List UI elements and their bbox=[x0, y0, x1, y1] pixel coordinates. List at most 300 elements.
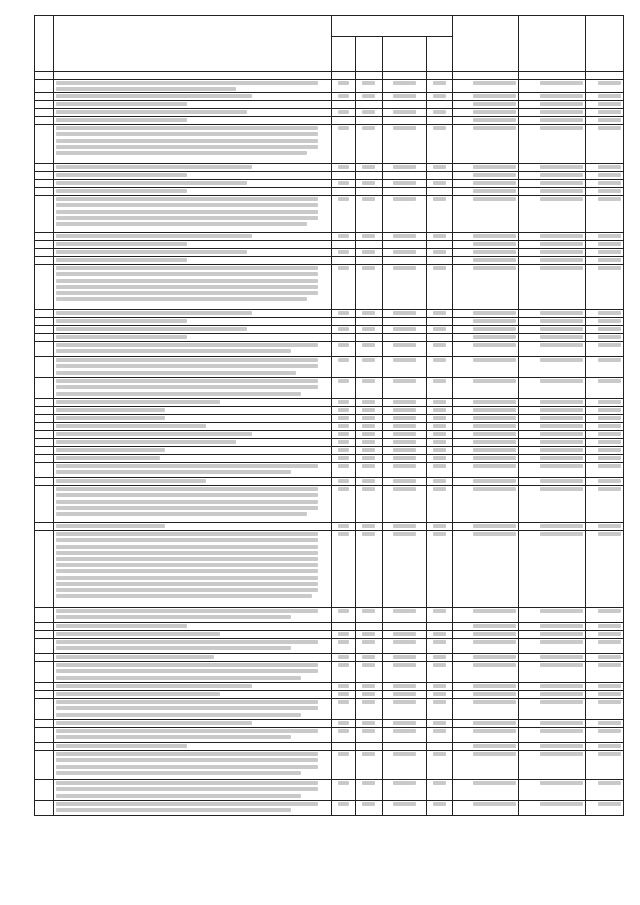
row-value-cell bbox=[452, 241, 519, 249]
row-description bbox=[53, 249, 331, 257]
row-value-cell bbox=[382, 310, 426, 318]
row-value-cell bbox=[331, 531, 355, 608]
row-value-cell bbox=[519, 326, 586, 334]
row-value-cell bbox=[356, 164, 383, 172]
row-value-cell bbox=[452, 249, 519, 257]
row-value-cell bbox=[331, 326, 355, 334]
table-row bbox=[35, 172, 624, 180]
row-value-cell bbox=[519, 608, 586, 623]
row-description bbox=[53, 326, 331, 334]
row-value-cell bbox=[356, 180, 383, 188]
row-value-cell bbox=[331, 608, 355, 623]
row-value-cell bbox=[331, 117, 355, 125]
row-value-cell bbox=[331, 654, 355, 662]
row-number-cell bbox=[35, 699, 54, 720]
row-value-cell bbox=[519, 751, 586, 780]
row-value-cell bbox=[356, 431, 383, 439]
row-value-cell bbox=[356, 662, 383, 683]
row-description bbox=[53, 399, 331, 407]
table-row bbox=[35, 691, 624, 699]
row-value-cell bbox=[382, 523, 426, 531]
row-value-cell bbox=[382, 233, 426, 241]
row-value-cell bbox=[452, 172, 519, 180]
row-value-cell bbox=[586, 478, 624, 486]
row-value-cell bbox=[427, 654, 453, 662]
row-value-cell bbox=[519, 639, 586, 654]
row-value-cell bbox=[331, 310, 355, 318]
row-description bbox=[53, 478, 331, 486]
row-value-cell bbox=[586, 780, 624, 801]
row-value-cell bbox=[427, 399, 453, 407]
row-value-cell bbox=[382, 196, 426, 233]
row-value-cell bbox=[519, 455, 586, 463]
row-value-cell bbox=[519, 125, 586, 164]
table-row bbox=[35, 683, 624, 691]
row-value-cell bbox=[427, 455, 453, 463]
row-value-cell bbox=[331, 691, 355, 699]
row-value-cell bbox=[452, 407, 519, 415]
row-value-cell bbox=[382, 439, 426, 447]
row-value-cell bbox=[331, 728, 355, 743]
row-value-cell bbox=[356, 109, 383, 117]
row-value-cell bbox=[382, 265, 426, 310]
row-description bbox=[53, 662, 331, 683]
row-value-cell bbox=[331, 233, 355, 241]
row-value-cell bbox=[427, 117, 453, 125]
row-value-cell bbox=[586, 399, 624, 407]
row-value-cell bbox=[427, 257, 453, 265]
row-value-cell bbox=[356, 631, 383, 639]
row-value-cell bbox=[452, 415, 519, 423]
table-row bbox=[35, 631, 624, 639]
row-value-cell bbox=[382, 801, 426, 816]
row-number-cell bbox=[35, 233, 54, 241]
row-value-cell bbox=[452, 196, 519, 233]
table-row bbox=[35, 720, 624, 728]
table-row bbox=[35, 415, 624, 423]
row-value-cell bbox=[519, 720, 586, 728]
table-row bbox=[35, 608, 624, 623]
row-number-cell bbox=[35, 399, 54, 407]
table-row bbox=[35, 728, 624, 743]
row-value-cell bbox=[427, 407, 453, 415]
row-description bbox=[53, 180, 331, 188]
row-value-cell bbox=[382, 172, 426, 180]
row-value-cell bbox=[427, 241, 453, 249]
row-value-cell bbox=[427, 743, 453, 751]
row-description bbox=[53, 623, 331, 631]
row-value-cell bbox=[452, 180, 519, 188]
table-row bbox=[35, 257, 624, 265]
row-number-cell bbox=[35, 241, 54, 249]
row-value-cell bbox=[586, 249, 624, 257]
row-value-cell bbox=[452, 265, 519, 310]
row-value-cell bbox=[427, 334, 453, 342]
table-row bbox=[35, 639, 624, 654]
row-value-cell bbox=[452, 631, 519, 639]
row-value-cell bbox=[382, 326, 426, 334]
row-number-cell bbox=[35, 423, 54, 431]
row-value-cell bbox=[427, 486, 453, 523]
row-value-cell bbox=[331, 431, 355, 439]
row-number-cell bbox=[35, 623, 54, 631]
row-number-cell bbox=[35, 342, 54, 357]
row-value-cell bbox=[519, 463, 586, 478]
table-row bbox=[35, 523, 624, 531]
row-number-cell bbox=[35, 654, 54, 662]
row-value-cell bbox=[452, 780, 519, 801]
row-description bbox=[53, 125, 331, 164]
row-value-cell bbox=[382, 780, 426, 801]
row-value-cell bbox=[427, 249, 453, 257]
row-value-cell bbox=[331, 662, 355, 683]
row-value-cell bbox=[427, 164, 453, 172]
row-value-cell bbox=[331, 478, 355, 486]
row-description bbox=[53, 751, 331, 780]
row-value-cell bbox=[331, 180, 355, 188]
table-row bbox=[35, 455, 624, 463]
row-value-cell bbox=[382, 125, 426, 164]
row-value-cell bbox=[452, 164, 519, 172]
row-value-cell bbox=[331, 463, 355, 478]
row-value-cell bbox=[519, 257, 586, 265]
row-value-cell bbox=[331, 486, 355, 523]
table-row bbox=[35, 431, 624, 439]
row-value-cell bbox=[586, 407, 624, 415]
row-value-cell bbox=[427, 109, 453, 117]
row-value-cell bbox=[382, 631, 426, 639]
row-value-cell bbox=[331, 439, 355, 447]
row-value-cell bbox=[452, 608, 519, 623]
row-value-cell bbox=[382, 447, 426, 455]
row-number-cell bbox=[35, 631, 54, 639]
row-value-cell bbox=[331, 423, 355, 431]
row-value-cell bbox=[356, 357, 383, 378]
row-value-cell bbox=[382, 639, 426, 654]
row-value-cell bbox=[427, 378, 453, 399]
table-row bbox=[35, 326, 624, 334]
row-number-cell bbox=[35, 310, 54, 318]
row-description bbox=[53, 683, 331, 691]
row-value-cell bbox=[382, 743, 426, 751]
column-number-cell bbox=[356, 72, 383, 80]
row-value-cell bbox=[427, 691, 453, 699]
table-row bbox=[35, 80, 624, 93]
row-value-cell bbox=[519, 101, 586, 109]
row-value-cell bbox=[586, 310, 624, 318]
row-value-cell bbox=[382, 415, 426, 423]
row-number-cell bbox=[35, 318, 54, 326]
row-value-cell bbox=[427, 728, 453, 743]
row-value-cell bbox=[519, 743, 586, 751]
row-value-cell bbox=[519, 407, 586, 415]
row-value-cell bbox=[519, 431, 586, 439]
row-number-cell bbox=[35, 780, 54, 801]
row-value-cell bbox=[427, 720, 453, 728]
row-value-cell bbox=[331, 720, 355, 728]
row-value-cell bbox=[382, 662, 426, 683]
table-row bbox=[35, 249, 624, 257]
row-number-cell bbox=[35, 196, 54, 233]
row-number-cell bbox=[35, 431, 54, 439]
row-value-cell bbox=[519, 801, 586, 816]
row-value-cell bbox=[519, 117, 586, 125]
row-value-cell bbox=[331, 196, 355, 233]
row-value-cell bbox=[356, 310, 383, 318]
row-value-cell bbox=[427, 172, 453, 180]
row-number-cell bbox=[35, 357, 54, 378]
row-value-cell bbox=[452, 109, 519, 117]
row-value-cell bbox=[427, 233, 453, 241]
row-description bbox=[53, 608, 331, 623]
row-value-cell bbox=[382, 318, 426, 326]
table-row bbox=[35, 699, 624, 720]
row-value-cell bbox=[586, 265, 624, 310]
row-description bbox=[53, 801, 331, 816]
table-row bbox=[35, 801, 624, 816]
table-row bbox=[35, 318, 624, 326]
row-value-cell bbox=[519, 447, 586, 455]
row-value-cell bbox=[331, 455, 355, 463]
row-number-cell bbox=[35, 720, 54, 728]
row-value-cell bbox=[382, 407, 426, 415]
row-number-cell bbox=[35, 378, 54, 399]
row-description bbox=[53, 378, 331, 399]
row-value-cell bbox=[382, 357, 426, 378]
row-value-cell bbox=[452, 80, 519, 93]
row-number-cell bbox=[35, 486, 54, 523]
header-name bbox=[53, 16, 331, 72]
row-value-cell bbox=[382, 751, 426, 780]
row-value-cell bbox=[452, 342, 519, 357]
row-number-cell bbox=[35, 164, 54, 172]
row-value-cell bbox=[382, 720, 426, 728]
row-value-cell bbox=[452, 93, 519, 101]
row-value-cell bbox=[427, 101, 453, 109]
table-row bbox=[35, 93, 624, 101]
row-value-cell bbox=[586, 463, 624, 478]
row-value-cell bbox=[452, 623, 519, 631]
row-description bbox=[53, 654, 331, 662]
row-value-cell bbox=[331, 357, 355, 378]
column-number-cell bbox=[35, 72, 54, 80]
row-number-cell bbox=[35, 691, 54, 699]
row-value-cell bbox=[427, 415, 453, 423]
header-razdel bbox=[356, 37, 383, 72]
row-value-cell bbox=[519, 423, 586, 431]
row-description bbox=[53, 407, 331, 415]
row-value-cell bbox=[452, 357, 519, 378]
row-value-cell bbox=[356, 265, 383, 310]
row-value-cell bbox=[382, 423, 426, 431]
row-value-cell bbox=[331, 80, 355, 93]
row-value-cell bbox=[452, 101, 519, 109]
table-row bbox=[35, 125, 624, 164]
row-value-cell bbox=[331, 447, 355, 455]
row-value-cell bbox=[331, 93, 355, 101]
row-value-cell bbox=[427, 531, 453, 608]
row-description bbox=[53, 728, 331, 743]
row-value-cell bbox=[586, 431, 624, 439]
row-number-cell bbox=[35, 326, 54, 334]
row-number-cell bbox=[35, 478, 54, 486]
row-number-cell bbox=[35, 639, 54, 654]
row-number-cell bbox=[35, 80, 54, 93]
row-value-cell bbox=[382, 188, 426, 196]
row-value-cell bbox=[586, 93, 624, 101]
row-value-cell bbox=[331, 407, 355, 415]
row-value-cell bbox=[519, 523, 586, 531]
row-value-cell bbox=[452, 751, 519, 780]
row-value-cell bbox=[427, 631, 453, 639]
row-value-cell bbox=[519, 265, 586, 310]
row-value-cell bbox=[331, 399, 355, 407]
row-value-cell bbox=[427, 447, 453, 455]
row-value-cell bbox=[427, 326, 453, 334]
row-value-cell bbox=[331, 623, 355, 631]
column-number-cell bbox=[586, 72, 624, 80]
row-description bbox=[53, 486, 331, 523]
row-value-cell bbox=[356, 478, 383, 486]
row-value-cell bbox=[427, 639, 453, 654]
row-value-cell bbox=[382, 257, 426, 265]
row-value-cell bbox=[452, 310, 519, 318]
row-value-cell bbox=[586, 699, 624, 720]
column-number-cell bbox=[331, 72, 355, 80]
row-value-cell bbox=[356, 654, 383, 662]
row-description bbox=[53, 631, 331, 639]
row-number-cell bbox=[35, 608, 54, 623]
row-number-cell bbox=[35, 662, 54, 683]
row-value-cell bbox=[382, 654, 426, 662]
row-value-cell bbox=[331, 631, 355, 639]
row-description bbox=[53, 241, 331, 249]
row-description bbox=[53, 415, 331, 423]
row-value-cell bbox=[452, 326, 519, 334]
header-target bbox=[382, 37, 426, 72]
header-plan bbox=[452, 16, 519, 72]
budget-execution-table bbox=[34, 15, 624, 816]
row-value-cell bbox=[452, 431, 519, 439]
row-description bbox=[53, 257, 331, 265]
row-value-cell bbox=[519, 699, 586, 720]
row-value-cell bbox=[586, 180, 624, 188]
row-value-cell bbox=[356, 699, 383, 720]
row-value-cell bbox=[519, 233, 586, 241]
row-value-cell bbox=[586, 728, 624, 743]
row-value-cell bbox=[356, 623, 383, 631]
row-value-cell bbox=[519, 654, 586, 662]
row-value-cell bbox=[382, 683, 426, 691]
row-value-cell bbox=[427, 342, 453, 357]
row-value-cell bbox=[382, 463, 426, 478]
row-value-cell bbox=[519, 188, 586, 196]
table-row bbox=[35, 743, 624, 751]
row-value-cell bbox=[519, 318, 586, 326]
row-value-cell bbox=[586, 318, 624, 326]
row-description bbox=[53, 109, 331, 117]
row-value-cell bbox=[452, 399, 519, 407]
row-value-cell bbox=[427, 357, 453, 378]
table-row bbox=[35, 117, 624, 125]
row-value-cell bbox=[519, 342, 586, 357]
table-body bbox=[35, 80, 624, 816]
row-value-cell bbox=[586, 196, 624, 233]
row-value-cell bbox=[519, 691, 586, 699]
row-value-cell bbox=[452, 455, 519, 463]
row-value-cell bbox=[356, 117, 383, 125]
table-row bbox=[35, 531, 624, 608]
row-value-cell bbox=[356, 415, 383, 423]
row-number-cell bbox=[35, 531, 54, 608]
row-value-cell bbox=[382, 728, 426, 743]
row-value-cell bbox=[427, 423, 453, 431]
row-number-cell bbox=[35, 415, 54, 423]
row-value-cell bbox=[519, 486, 586, 523]
row-description bbox=[53, 310, 331, 318]
row-value-cell bbox=[382, 486, 426, 523]
row-value-cell bbox=[427, 751, 453, 780]
row-description bbox=[53, 164, 331, 172]
row-value-cell bbox=[427, 265, 453, 310]
row-value-cell bbox=[452, 423, 519, 431]
row-value-cell bbox=[519, 196, 586, 233]
table-row bbox=[35, 310, 624, 318]
row-value-cell bbox=[331, 743, 355, 751]
row-value-cell bbox=[427, 93, 453, 101]
row-value-cell bbox=[452, 720, 519, 728]
row-number-cell bbox=[35, 257, 54, 265]
row-value-cell bbox=[382, 399, 426, 407]
row-value-cell bbox=[356, 531, 383, 608]
row-value-cell bbox=[586, 486, 624, 523]
row-value-cell bbox=[427, 608, 453, 623]
row-value-cell bbox=[331, 125, 355, 164]
table-row bbox=[35, 196, 624, 233]
row-value-cell bbox=[356, 407, 383, 415]
row-value-cell bbox=[382, 241, 426, 249]
row-value-cell bbox=[382, 180, 426, 188]
row-value-cell bbox=[356, 334, 383, 342]
row-value-cell bbox=[427, 523, 453, 531]
row-value-cell bbox=[586, 188, 624, 196]
row-value-cell bbox=[331, 257, 355, 265]
row-description bbox=[53, 196, 331, 233]
row-value-cell bbox=[519, 378, 586, 399]
row-value-cell bbox=[356, 172, 383, 180]
column-number-cell bbox=[427, 72, 453, 80]
row-value-cell bbox=[586, 720, 624, 728]
row-value-cell bbox=[427, 463, 453, 478]
row-description bbox=[53, 743, 331, 751]
row-value-cell bbox=[519, 780, 586, 801]
row-value-cell bbox=[356, 318, 383, 326]
row-description bbox=[53, 101, 331, 109]
row-value-cell bbox=[586, 439, 624, 447]
row-value-cell bbox=[452, 662, 519, 683]
row-number-cell bbox=[35, 801, 54, 816]
row-description bbox=[53, 463, 331, 478]
row-value-cell bbox=[356, 378, 383, 399]
row-description bbox=[53, 117, 331, 125]
row-value-cell bbox=[586, 423, 624, 431]
row-value-cell bbox=[382, 334, 426, 342]
row-description bbox=[53, 318, 331, 326]
row-number-cell bbox=[35, 101, 54, 109]
row-value-cell bbox=[382, 531, 426, 608]
row-value-cell bbox=[427, 439, 453, 447]
row-value-cell bbox=[427, 125, 453, 164]
